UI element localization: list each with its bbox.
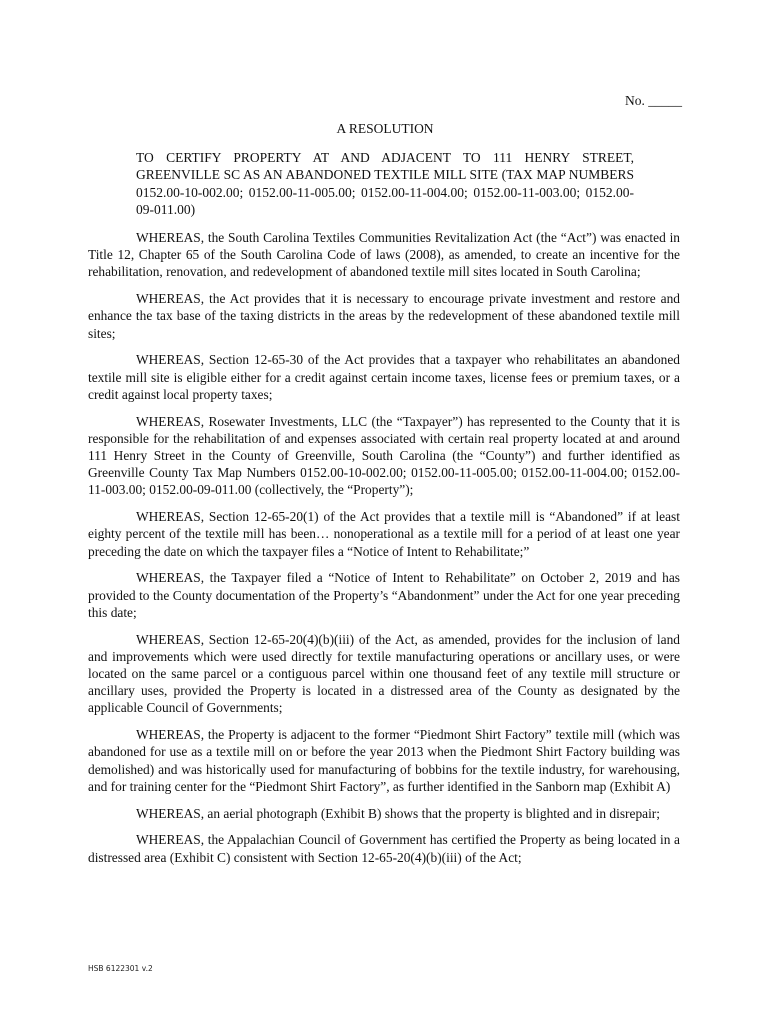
document-body	[88, 229, 680, 875]
whereas-paragraph-9: WHEREAS, an aerial photograph (Exhibit B) shows that the property is blighted and in disrepair;	[136, 805, 660, 821]
document-heading: A RESOLUTION	[336, 121, 434, 136]
whereas-paragraph-2: WHEREAS, the Act provides that it is necessary to encourage private investment and restore and enhance the tax base of the taxing districts in the areas by the redevelopment of these abandoned textile mill sites;	[88, 291, 680, 341]
whereas-paragraph-8: WHEREAS, the Property is adjacent to the former “Piedmont Shirt Factory” textile mill (which was abandoned for use as a textile mill on or before the year 2013 when the Piedmont Shirt Factory building was demolished) and was historically used for manufacturing of bobbins for the textile industry, for warehousing, and for training center for the “Piedmont Shirt Factory”, as further identified in the Sanborn map (Exhibit A)	[88, 727, 680, 794]
resolution-number: No. _____	[625, 93, 682, 108]
document-footer-id: HSB 6122301 v.2	[88, 964, 153, 973]
document-title: TO CERTIFY PROPERTY AT AND ADJACENT TO 111 HENRY STREET, GREENVILLE SC AS AN ABANDONED TEXTILE MILL SITE (TAX MAP NUMBERS 0152.00-10-002.00; 0152.00-11-005.00; 0152.00-11-004.00; 0152.00-11-003.00; 0152.00-09-011.00)	[136, 150, 634, 218]
whereas-paragraph-10: WHEREAS, the Appalachian Council of Government has certified the Property as being located in a distressed area (Exhibit C) consistent with Section 12-65-20(4)(b)(iii) of the Act;	[88, 832, 680, 865]
whereas-paragraph-5: WHEREAS, Section 12-65-20(1) of the Act provides that a textile mill is “Abandoned” if at least eighty percent of the textile mill has been… nonoperational as a textile mill for a period of at least one year preceding the date on which the taxpayer files a “Notice of Intent to Rehabilitate;”	[88, 509, 680, 559]
whereas-paragraph-3: WHEREAS, Section 12-65-30 of the Act provides that a taxpayer who rehabilitates an abandoned textile mill site is eligible either for a credit against certain income taxes, license fees or premium taxes, or a credit against local property taxes;	[88, 352, 680, 402]
whereas-paragraph-1: WHEREAS, the South Carolina Textiles Communities Revitalization Act (the “Act”) was enacted in Title 12, Chapter 65 of the South Carolina Code of laws (2008), as amended, to create an incentive for the rehabilitation, renovation, and redevelopment of abandoned textile mill sites located in South Carolina;	[88, 230, 680, 280]
whereas-paragraph-4: WHEREAS, Rosewater Investments, LLC (the “Taxpayer”) has represented to the County that it is responsible for the rehabilitation of and expenses associated with certain real property located at and around 111 Henry Street in the County of Greenville, South Carolina (the “County”) and further identified as Greenville County Tax Map Numbers 0152.00-10-002.00; 0152.00-11-005.00; 0152.00-11-004.00; 0152.00-11-003.00; 0152.00-09-011.00 (collectively, the “Property”);	[88, 413, 680, 498]
whereas-paragraph-6: WHEREAS, the Taxpayer filed a “Notice of Intent to Rehabilitate” on October 2, 2019 and has provided to the County documentation of the Property’s “Abandonment” under the Act for one year preceding this date;	[88, 570, 680, 620]
whereas-paragraph-7: WHEREAS, Section 12-65-20(4)(b)(iii) of the Act, as amended, provides for the inclusion of land and improvements which were used directly for textile manufacturing operations or ancillary uses, or were located on the same parcel or a contiguous parcel within one thousand feet of any textile mill structure or ancillary uses, provided the Property is located in a distressed area of the County as designated by the applicable Council of Governments;	[88, 631, 680, 716]
